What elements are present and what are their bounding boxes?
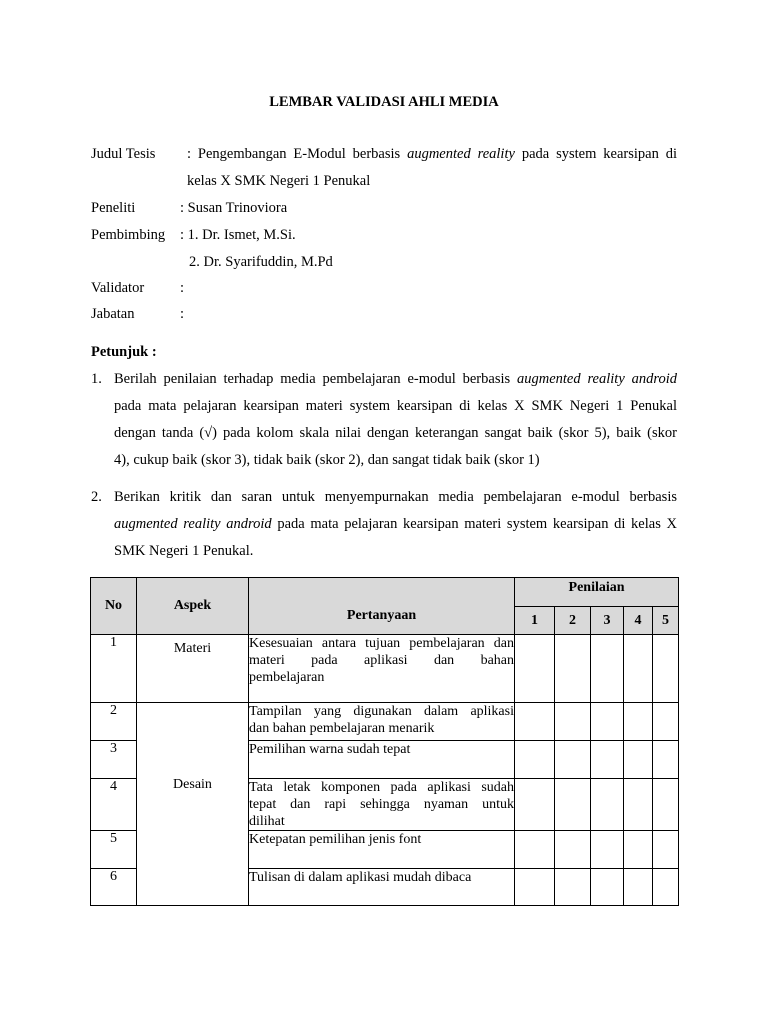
page-title: LEMBAR VALIDASI AHLI MEDIA — [269, 94, 499, 110]
score-cell[interactable] — [624, 831, 653, 869]
score-header: 5 — [653, 607, 679, 635]
score-cell[interactable] — [591, 703, 624, 741]
score-cell[interactable] — [515, 869, 555, 906]
jabatan-label: Jabatan — [91, 306, 135, 322]
score-cell[interactable] — [591, 831, 624, 869]
score-cell[interactable] — [591, 869, 624, 906]
header-aspek: Aspek — [137, 578, 249, 635]
judul-line-1: : Pengembangan E-Modul berbasis augmented reality pada system kearsipan di — [187, 146, 677, 162]
score-cell[interactable] — [653, 635, 679, 703]
row-number: 1 — [91, 635, 137, 703]
row-number: 5 — [91, 831, 137, 869]
score-cell[interactable] — [515, 779, 555, 831]
table-row — [91, 703, 679, 741]
score-header: 2 — [555, 607, 591, 635]
jabatan-value: : — [180, 306, 185, 322]
score-cell[interactable] — [624, 635, 653, 703]
petunjuk-item-1-num: 1. — [91, 371, 102, 387]
validator-value: : — [180, 280, 185, 296]
petunjuk-item-2-line-2: augmented reality android pada mata pelajaran kearsipan materi system kearsipan di kelas X — [114, 516, 677, 532]
header-no: No — [91, 578, 137, 635]
petunjuk-item-1-line-4: 4), cukup baik (skor 3), tidak baik (skor 2), dan sangat tidak baik (skor 1) — [114, 452, 540, 468]
score-cell[interactable] — [653, 831, 679, 869]
score-cell[interactable] — [653, 869, 679, 906]
score-cell[interactable] — [515, 741, 555, 779]
score-cell[interactable] — [555, 635, 591, 703]
row-number: 6 — [91, 869, 137, 906]
row-number: 2 — [91, 703, 137, 741]
score-cell[interactable] — [653, 779, 679, 831]
row-number: 4 — [91, 779, 137, 831]
score-cell[interactable] — [624, 703, 653, 741]
peneliti-value: : Susan Trinoviora — [180, 200, 288, 216]
question-cell: Pemilihan warna sudah tepat — [249, 741, 515, 779]
score-header: 4 — [624, 607, 653, 635]
question-cell: Tampilan yang digunakan dalam aplikasi dan bahan pembelajaran menarik — [249, 703, 515, 741]
score-cell[interactable] — [591, 779, 624, 831]
score-header: 3 — [591, 607, 624, 635]
aspek-desain: Desain — [137, 703, 249, 906]
question-cell: Kesesuaian antara tujuan pembelajaran dan materi pada aplikasi dan bahan pembelajaran — [249, 635, 515, 703]
validator-label: Validator — [91, 280, 145, 296]
judul-label: Judul Tesis — [91, 146, 156, 162]
score-cell[interactable] — [653, 703, 679, 741]
question-cell: Ketepatan pemilihan jenis font — [249, 831, 515, 869]
row-number: 3 — [91, 741, 137, 779]
score-cell[interactable] — [624, 741, 653, 779]
score-cell[interactable] — [515, 635, 555, 703]
score-cell[interactable] — [555, 703, 591, 741]
petunjuk-item-1-line-2: pada mata pelajaran kearsipan materi system kearsipan di kelas X SMK Negeri 1 Penukal — [114, 398, 677, 414]
score-cell[interactable] — [653, 741, 679, 779]
question-cell: Tulisan di dalam aplikasi mudah dibaca — [249, 869, 515, 906]
petunjuk-item-2-line-3: SMK Negeri 1 Penukal. — [114, 543, 254, 559]
pembimbing-label: Pembimbing — [91, 227, 166, 243]
petunjuk-item-2-line-1: Berikan kritik dan saran untuk menyempurnakan media pembelajaran e-modul berbasis — [114, 489, 677, 505]
petunjuk-item-1-line-1: Berilah penilaian terhadap media pembelajaran e-modul berbasis augmented reality android — [114, 371, 677, 387]
score-cell[interactable] — [555, 779, 591, 831]
header-pertanyaan: Pertanyaan — [249, 578, 515, 635]
header-penilaian: Penilaian — [515, 578, 679, 607]
petunjuk-item-1-line-3: dengan tanda (√) pada kolom skala nilai dengan keterangan sangat baik (skor 5), baik (skor — [114, 425, 677, 441]
score-cell[interactable] — [555, 831, 591, 869]
score-cell[interactable] — [624, 869, 653, 906]
pembimbing-value-2: 2. Dr. Syarifuddin, M.Pd — [189, 254, 333, 270]
petunjuk-heading: Petunjuk : — [91, 344, 157, 360]
aspek-materi: Materi — [137, 635, 249, 703]
pembimbing-value-1: : 1. Dr. Ismet, M.Si. — [180, 227, 296, 243]
score-cell[interactable] — [515, 703, 555, 741]
question-cell: Tata letak komponen pada aplikasi sudah tepat dan rapi sehingga nyaman untuk dilihat — [249, 780, 514, 829]
score-cell[interactable] — [555, 741, 591, 779]
score-header: 1 — [515, 607, 555, 635]
validation-table — [90, 577, 679, 906]
table-row — [91, 635, 679, 703]
petunjuk-item-2-num: 2. — [91, 489, 102, 505]
peneliti-label: Peneliti — [91, 200, 136, 216]
score-cell[interactable] — [515, 831, 555, 869]
score-cell[interactable] — [591, 635, 624, 703]
score-cell[interactable] — [624, 779, 653, 831]
score-cell[interactable] — [555, 869, 591, 906]
judul-line-2: kelas X SMK Negeri 1 Penukal — [187, 173, 371, 189]
score-cell[interactable] — [591, 741, 624, 779]
